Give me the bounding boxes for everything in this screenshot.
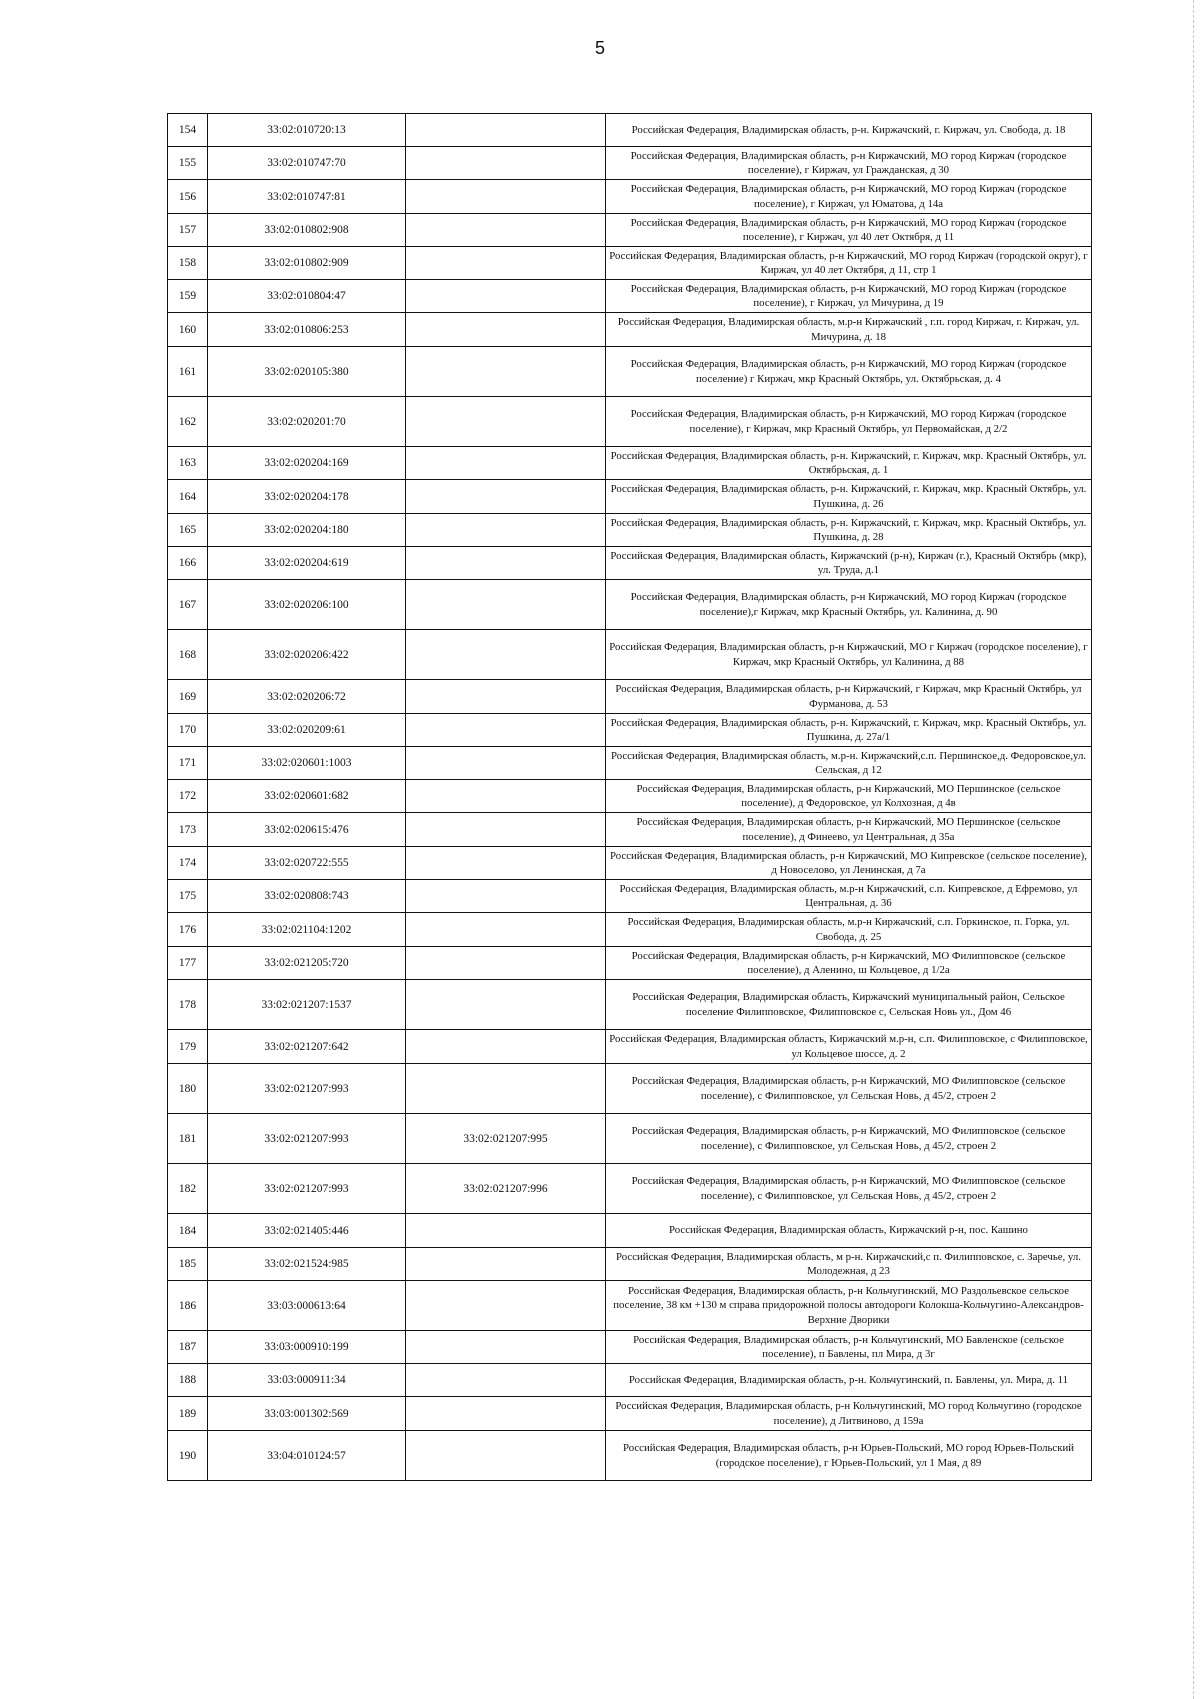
table-row xyxy=(168,1064,1092,1114)
row-number-cell: 178 xyxy=(168,980,208,1030)
cadastral-number-cell: 33:02:010806:253 xyxy=(208,313,406,347)
sub-object-cell xyxy=(406,214,606,247)
address-cell: Российская Федерация, Владимирская область, р-н. Киржачский, г. Киржач, ул. Свобода, д. 18 xyxy=(606,114,1092,147)
sub-object-cell xyxy=(406,547,606,580)
table-row xyxy=(168,347,1092,397)
sub-object-cell xyxy=(406,1331,606,1364)
row-number-cell: 187 xyxy=(168,1331,208,1364)
row-number-cell: 170 xyxy=(168,714,208,747)
address-cell: Российская Федерация, Владимирская область, м.р-н Киржачский, с.п. Горкинское, п. Горка, ул. Свобода, д. 25 xyxy=(606,913,1092,947)
address-cell: Российская Федерация, Владимирская область, р-н Киржачский, МО Филипповское (сельское поселение), д Аленино, ш Кольцевое, д 1/2а xyxy=(606,947,1092,980)
sub-object-cell xyxy=(406,514,606,547)
page-edge xyxy=(1192,0,1194,1699)
sub-object-cell xyxy=(406,1248,606,1281)
sub-object-cell xyxy=(406,747,606,780)
address-cell: Российская Федерация, Владимирская область, р-н. Кольчугинский, п. Бавлены, ул. Мира, д. 11 xyxy=(606,1364,1092,1397)
table-row xyxy=(168,630,1092,680)
cadastral-number-cell: 33:02:010747:81 xyxy=(208,180,406,214)
sub-object-cell xyxy=(406,580,606,630)
table-row xyxy=(168,247,1092,280)
sub-object-cell xyxy=(406,1364,606,1397)
cadastral-number-cell: 33:02:020722:555 xyxy=(208,847,406,880)
address-cell: Российская Федерация, Владимирская область, р-н Киржачский, МО город Киржач (городское поселение), г Киржач, ул Мичурина, д 19 xyxy=(606,280,1092,313)
cadastral-number-cell: 33:02:020206:422 xyxy=(208,630,406,680)
sub-object-cell xyxy=(406,947,606,980)
address-cell: Российская Федерация, Владимирская область, р-н Киржачский, МО Першинское (сельское поселение), д Федоровское, ул Колхозная, д 4в xyxy=(606,780,1092,813)
address-cell: Российская Федерация, Владимирская область, р-н Киржачский, МО Кипревское (сельское поселение), д Новоселово, ул Ленинская, д 7а xyxy=(606,847,1092,880)
address-cell: Российская Федерация, Владимирская область, р-н Кольчугинский, МО Бавленское (сельское поселение), п Бавлены, пл Мира, д 3г xyxy=(606,1331,1092,1364)
address-cell: Российская Федерация, Владимирская область, р-н Киржачский, МО город Киржач (городское поселение), г Киржач, ул Юматова, д 14а xyxy=(606,180,1092,214)
cadastral-number-cell: 33:03:001302:569 xyxy=(208,1397,406,1431)
address-cell: Российская Федерация, Владимирская область, р-н. Киржачский, г. Киржач, мкр. Красный Октябрь, ул. Пушкина, д. 27а/1 xyxy=(606,714,1092,747)
table-row xyxy=(168,1248,1092,1281)
cadastral-number-cell: 33:02:021207:993 xyxy=(208,1164,406,1214)
row-number-cell: 180 xyxy=(168,1064,208,1114)
row-number-cell: 174 xyxy=(168,847,208,880)
table-row xyxy=(168,1397,1092,1431)
row-number-cell: 184 xyxy=(168,1214,208,1248)
cadastral-number-cell: 33:02:020204:180 xyxy=(208,514,406,547)
address-cell: Российская Федерация, Владимирская область, м р-н. Киржачский,с п. Филипповское, с. Заречье, ул. Молодежная, д 23 xyxy=(606,1248,1092,1281)
cadastral-number-cell: 33:02:010804:47 xyxy=(208,280,406,313)
address-cell: Российская Федерация, Владимирская область, р-н. Киржачский, г. Киржач, мкр. Красный Октябрь, ул. Октябрьская, д. 1 xyxy=(606,447,1092,480)
address-cell: Российская Федерация, Владимирская область, р-н Киржачский, МО город Киржач (городской округ), г Киржач, ул 40 лет Октября, д 11, стр 1 xyxy=(606,247,1092,280)
row-number-cell: 189 xyxy=(168,1397,208,1431)
cadastral-number-cell: 33:02:020201:70 xyxy=(208,397,406,447)
row-number-cell: 169 xyxy=(168,680,208,714)
sub-object-cell xyxy=(406,630,606,680)
cadastral-number-cell: 33:02:020601:1003 xyxy=(208,747,406,780)
address-cell: Российская Федерация, Владимирская область, р-н Юрьев-Польский, МО город Юрьев-Польский (городское поселение), г Юрьев-Польский, ул 1 Мая, д 89 xyxy=(606,1431,1092,1481)
table-row xyxy=(168,1281,1092,1331)
address-cell: Российская Федерация, Владимирская область, м.р-н Киржачский, с.п. Кипревское, д Ефремово, ул Центральная, д. 36 xyxy=(606,880,1092,913)
sub-object-cell xyxy=(406,247,606,280)
registry-table xyxy=(167,113,1092,1481)
table-row xyxy=(168,547,1092,580)
row-number-cell: 182 xyxy=(168,1164,208,1214)
row-number-cell: 173 xyxy=(168,813,208,847)
table-row xyxy=(168,947,1092,980)
address-cell: Российская Федерация, Владимирская область, р-н. Киржачский, г. Киржач, мкр. Красный Октябрь, ул. Пушкина, д. 28 xyxy=(606,514,1092,547)
cadastral-number-cell: 33:02:020206:72 xyxy=(208,680,406,714)
row-number-cell: 164 xyxy=(168,480,208,514)
cadastral-number-cell: 33:04:010124:57 xyxy=(208,1431,406,1481)
address-cell: Российская Федерация, Владимирская область, р-н Киржачский, МО город Киржач (городское поселение), г Киржач, ул Гражданская, д 30 xyxy=(606,147,1092,180)
sub-object-cell xyxy=(406,780,606,813)
table-row xyxy=(168,1331,1092,1364)
address-cell: Российская Федерация, Владимирская область, р-н Киржачский, МО Филипповское (сельское поселение), с Филипповское, ул Сельская Новь, д 45/2, строен 2 xyxy=(606,1164,1092,1214)
cadastral-number-cell: 33:02:021207:993 xyxy=(208,1114,406,1164)
table-row xyxy=(168,980,1092,1030)
sub-object-cell xyxy=(406,1397,606,1431)
row-number-cell: 166 xyxy=(168,547,208,580)
sub-object-cell xyxy=(406,397,606,447)
sub-object-cell xyxy=(406,180,606,214)
table-row xyxy=(168,714,1092,747)
table-row xyxy=(168,1214,1092,1248)
row-number-cell: 156 xyxy=(168,180,208,214)
cadastral-number-cell: 33:02:020206:100 xyxy=(208,580,406,630)
address-cell: Российская Федерация, Владимирская область, р-н Киржачский, МО Першинское (сельское поселение), д Финеево, ул Центральная, д 35а xyxy=(606,813,1092,847)
cadastral-number-cell: 33:02:020209:61 xyxy=(208,714,406,747)
sub-object-cell xyxy=(406,347,606,397)
sub-object-cell xyxy=(406,913,606,947)
row-number-cell: 179 xyxy=(168,1030,208,1064)
cadastral-number-cell: 33:02:021205:720 xyxy=(208,947,406,980)
row-number-cell: 186 xyxy=(168,1281,208,1331)
cadastral-number-cell: 33:02:021207:1537 xyxy=(208,980,406,1030)
cadastral-number-cell: 33:02:010802:908 xyxy=(208,214,406,247)
table-row xyxy=(168,147,1092,180)
address-cell: Российская Федерация, Владимирская область, Киржачский м.р-н, с.п. Филипповское, с Филипповское, ул Кольцевое шоссе, д. 2 xyxy=(606,1030,1092,1064)
table-row xyxy=(168,880,1092,913)
address-cell: Российская Федерация, Владимирская область, р-н Киржачский, МО Филипповское (сельское поселение), с Филипповское, ул Сельская Новь, д 45/2, строен 2 xyxy=(606,1114,1092,1164)
table-row xyxy=(168,580,1092,630)
address-cell: Российская Федерация, Владимирская область, р-н. Киржачский, г. Киржач, мкр. Красный Октябрь, ул. Пушкина, д. 26 xyxy=(606,480,1092,514)
table-row xyxy=(168,747,1092,780)
sub-object-cell xyxy=(406,813,606,847)
row-number-cell: 163 xyxy=(168,447,208,480)
address-cell: Российская Федерация, Владимирская область, м.р-н Киржачский , г.п. город Киржач, г. Киржач, ул. Мичурина, д. 18 xyxy=(606,313,1092,347)
sub-object-cell xyxy=(406,1030,606,1064)
page-number: 5 xyxy=(594,38,605,58)
address-cell: Российская Федерация, Владимирская область, р-н Киржачский, МО г Киржач (городское поселение), г Киржач, мкр Красный Октябрь, ул Калинина, д 88 xyxy=(606,630,1092,680)
table-row xyxy=(168,480,1092,514)
row-number-cell: 185 xyxy=(168,1248,208,1281)
table-row xyxy=(168,1364,1092,1397)
row-number-cell: 171 xyxy=(168,747,208,780)
table-row xyxy=(168,1030,1092,1064)
row-number-cell: 162 xyxy=(168,397,208,447)
cadastral-number-cell: 33:02:010747:70 xyxy=(208,147,406,180)
row-number-cell: 190 xyxy=(168,1431,208,1481)
sub-object-cell: 33:02:021207:995 xyxy=(406,1114,606,1164)
address-cell: Российская Федерация, Владимирская область, р-н Киржачский, МО город Киржач (городское поселение), г Киржач, ул 40 лет Октября, д 11 xyxy=(606,214,1092,247)
cadastral-number-cell: 33:02:020204:619 xyxy=(208,547,406,580)
sub-object-cell xyxy=(406,714,606,747)
address-cell: Российская Федерация, Владимирская область, р-н Киржачский, МО Филипповское (сельское поселение), с Филипповское, ул Сельская Новь, д 45/2, строен 2 xyxy=(606,1064,1092,1114)
address-cell: Российская Федерация, Владимирская область, р-н Киржачский, МО город Киржач (городское поселение) г Киржач, мкр Красный Октябрь, ул. Октябрьская, д. 4 xyxy=(606,347,1092,397)
address-cell: Российская Федерация, Владимирская область, р-н Кольчугинский, МО город Кольчугино (городское поселение), д Литвиново, д 159а xyxy=(606,1397,1092,1431)
row-number-cell: 155 xyxy=(168,147,208,180)
row-number-cell: 160 xyxy=(168,313,208,347)
address-cell: Российская Федерация, Владимирская область, р-н Кольчугинский, МО Раздольевское сельское поселение, 38 км +130 м справа придорожной полосы автодороги Колокша-Кольчугино-Александров-Верхние Дворики xyxy=(606,1281,1092,1331)
cadastral-number-cell: 33:02:020204:169 xyxy=(208,447,406,480)
cadastral-number-cell: 33:02:020615:476 xyxy=(208,813,406,847)
cadastral-number-cell: 33:02:021524:985 xyxy=(208,1248,406,1281)
row-number-cell: 158 xyxy=(168,247,208,280)
sub-object-cell xyxy=(406,1064,606,1114)
address-cell: Российская Федерация, Владимирская область, Киржачский муниципальный район, Сельское поселение Филипповское, Филипповское с, Сельская Новь ул., Дом 46 xyxy=(606,980,1092,1030)
sub-object-cell: 33:02:021207:996 xyxy=(406,1164,606,1214)
cadastral-number-cell: 33:02:021207:993 xyxy=(208,1064,406,1114)
address-cell: Российская Федерация, Владимирская область, м.р-н. Киржачский,с.п. Першинское,д. Федоровское,ул. Сельская, д 12 xyxy=(606,747,1092,780)
table-row xyxy=(168,114,1092,147)
table-row xyxy=(168,913,1092,947)
sub-object-cell xyxy=(406,1281,606,1331)
address-cell: Российская Федерация, Владимирская область, р-н Киржачский, МО город Киржач (городское поселение), г Киржач, мкр Красный Октябрь, ул Первомайская, д 2/2 xyxy=(606,397,1092,447)
sub-object-cell xyxy=(406,680,606,714)
cadastral-number-cell: 33:02:021207:642 xyxy=(208,1030,406,1064)
cadastral-number-cell: 33:03:000911:34 xyxy=(208,1364,406,1397)
sub-object-cell xyxy=(406,447,606,480)
sub-object-cell xyxy=(406,147,606,180)
cadastral-number-cell: 33:02:010802:909 xyxy=(208,247,406,280)
sub-object-cell xyxy=(406,880,606,913)
row-number-cell: 154 xyxy=(168,114,208,147)
cadastral-number-cell: 33:03:000613:64 xyxy=(208,1281,406,1331)
cadastral-number-cell: 33:02:021405:446 xyxy=(208,1214,406,1248)
table-row xyxy=(168,1164,1092,1214)
sub-object-cell xyxy=(406,114,606,147)
row-number-cell: 172 xyxy=(168,780,208,813)
cadastral-number-cell: 33:02:020808:743 xyxy=(208,880,406,913)
table-row xyxy=(168,1114,1092,1164)
address-cell: Российская Федерация, Владимирская область, Киржачский р-н, пос. Кашино xyxy=(606,1214,1092,1248)
row-number-cell: 165 xyxy=(168,514,208,547)
table-row xyxy=(168,1431,1092,1481)
table-row xyxy=(168,313,1092,347)
sub-object-cell xyxy=(406,480,606,514)
cadastral-number-cell: 33:02:020105:380 xyxy=(208,347,406,397)
cadastral-number-cell: 33:02:021104:1202 xyxy=(208,913,406,947)
row-number-cell: 168 xyxy=(168,630,208,680)
cadastral-number-cell: 33:02:020204:178 xyxy=(208,480,406,514)
table-row xyxy=(168,847,1092,880)
table-row xyxy=(168,813,1092,847)
row-number-cell: 176 xyxy=(168,913,208,947)
address-cell: Российская Федерация, Владимирская область, р-н Киржачский, г Киржач, мкр Красный Октябрь, ул Фурманова, д. 53 xyxy=(606,680,1092,714)
row-number-cell: 159 xyxy=(168,280,208,313)
sub-object-cell xyxy=(406,1214,606,1248)
row-number-cell: 188 xyxy=(168,1364,208,1397)
row-number-cell: 167 xyxy=(168,580,208,630)
sub-object-cell xyxy=(406,280,606,313)
row-number-cell: 161 xyxy=(168,347,208,397)
row-number-cell: 177 xyxy=(168,947,208,980)
row-number-cell: 175 xyxy=(168,880,208,913)
table-row xyxy=(168,180,1092,214)
registry-table-body xyxy=(168,114,1092,1481)
sub-object-cell xyxy=(406,980,606,1030)
table-row xyxy=(168,780,1092,813)
sub-object-cell xyxy=(406,847,606,880)
address-cell: Российская Федерация, Владимирская область, Киржачский (р-н), Киржач (г.), Красный Октябрь (мкр), ул. Труда, д.1 xyxy=(606,547,1092,580)
cadastral-number-cell: 33:02:020601:682 xyxy=(208,780,406,813)
row-number-cell: 157 xyxy=(168,214,208,247)
sub-object-cell xyxy=(406,313,606,347)
sub-object-cell xyxy=(406,1431,606,1481)
table-row xyxy=(168,514,1092,547)
table-row xyxy=(168,680,1092,714)
cadastral-number-cell: 33:02:010720:13 xyxy=(208,114,406,147)
table-row xyxy=(168,280,1092,313)
address-cell: Российская Федерация, Владимирская область, р-н Киржачский, МО город Киржач (городское поселение),г Киржач, мкр Красный Октябрь, ул. Калинина, д. 90 xyxy=(606,580,1092,630)
table-row xyxy=(168,397,1092,447)
table-row xyxy=(168,447,1092,480)
table-row xyxy=(168,214,1092,247)
row-number-cell: 181 xyxy=(168,1114,208,1164)
cadastral-number-cell: 33:03:000910:199 xyxy=(208,1331,406,1364)
